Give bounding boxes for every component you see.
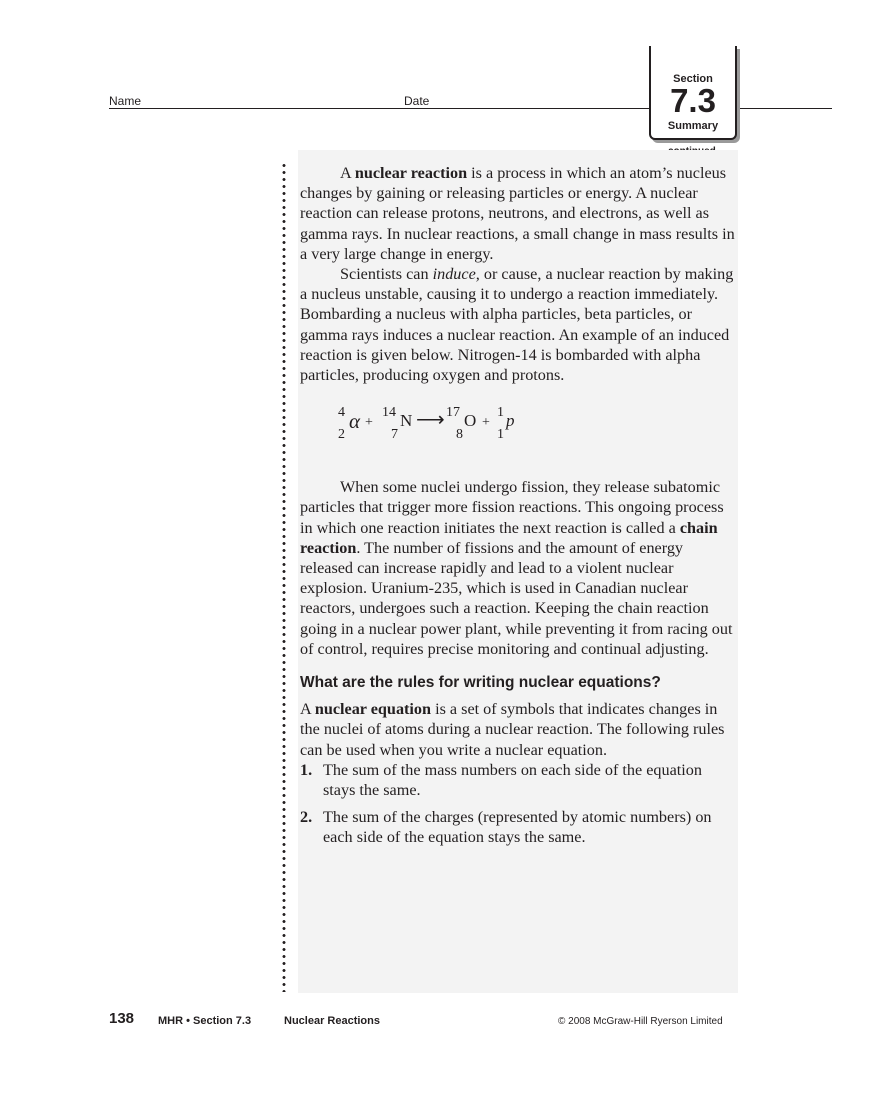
- rule-text: The sum of the charges (represented by atomic numbers) on each side of the equation stays the same.: [323, 808, 712, 847]
- footer-copyright: © 2008 McGraw-Hill Ryerson Limited: [558, 1016, 723, 1027]
- rule-text: The sum of the mass numbers on each side of the equation stays the same.: [323, 760, 702, 800]
- alpha-symbol: α: [349, 409, 361, 434]
- proton-mass-number: 1: [497, 405, 504, 421]
- oxygen-symbol: O: [464, 411, 477, 431]
- rule-number: 2.: [300, 808, 313, 827]
- reaction-arrow: ⟶: [416, 409, 445, 432]
- dotted-divider: [282, 162, 286, 992]
- term-chain-reaction: chain reaction: [300, 518, 718, 557]
- term-nuclear-equation: nuclear equation: [314, 700, 432, 719]
- nuclear-equation: [300, 403, 738, 463]
- summary-label: Summary: [667, 120, 719, 132]
- footer-section: MHR • Section 7.3: [158, 1015, 252, 1027]
- paragraph-chain-reaction: When some nuclei undergo fission, they release subatomic particles that trigger more fission reactions. This ongoing process in which one reaction initiates the next reaction is called a chain reaction. The number of fissions and the amount of energy released can increase rapidly and lead to a violent nuclear explosion. Uranium-235, which is used in Canadian nuclear reactors, undergoes such a reaction. Keeping the chain reaction going in a nuclear power plant, while preventing it from racing out of control, requires precise monitoring and continual adjusting.: [300, 478, 733, 658]
- paragraph-nuclear-reaction: A nuclear reaction is a process in which an atom’s nucleus changes by gaining or releasing particles or energy. A nuclear reaction can release protons, neutrons, and electrons, as well as gamma rays. In nuclear reactions, a small change in mass results in a very large change in energy.: [300, 164, 735, 263]
- paragraph-nuclear-equation: A nuclear equation is a set of symbols that indicates changes in the nuclei of atoms during a nuclear reaction. The following rules can be used when you write a nuclear equation.: [300, 700, 725, 759]
- footer-title: Nuclear Reactions: [284, 1015, 380, 1027]
- nitrogen-mass-number: 14: [382, 405, 396, 421]
- plus-sign-2: +: [482, 415, 490, 431]
- section-number: 7.3: [670, 82, 716, 119]
- rule-item-1: [300, 760, 738, 800]
- section-tab: [649, 46, 737, 140]
- proton-atomic-number: 1: [497, 427, 504, 443]
- rule-item-2: [300, 807, 738, 847]
- oxygen-atomic-number: 8: [456, 427, 463, 443]
- rule-number: 1.: [300, 760, 313, 779]
- section-heading: What are the rules for writing nuclear equations?: [300, 674, 661, 692]
- section-tab-label: Section: [673, 73, 713, 85]
- name-label: Name: [109, 94, 142, 108]
- page-number: 138: [109, 1010, 135, 1027]
- paragraph-induce: Scientists can induce, or cause, a nuclear reaction by making a nucleus unstable, causing it to undergo a reaction immediately. Bombarding a nucleus with alpha particles, beta particles, or gamma rays induces a nuclear reaction. An example of an induced reaction is given below. Nitrogen-14 is bombarded with alpha particles, producing oxygen and protons.: [300, 265, 734, 385]
- proton-symbol: p: [506, 411, 515, 431]
- alpha-atomic-number: 2: [338, 427, 345, 443]
- summary-body: [300, 163, 738, 848]
- alpha-mass-number: 4: [338, 405, 345, 421]
- nitrogen-symbol: N: [400, 411, 413, 431]
- term-induce: induce,: [432, 265, 480, 284]
- date-label: Date: [404, 94, 430, 108]
- nitrogen-atomic-number: 7: [391, 427, 398, 443]
- term-nuclear-reaction: nuclear reaction: [354, 164, 468, 182]
- plus-sign-1: +: [365, 415, 373, 431]
- oxygen-mass-number: 17: [446, 405, 460, 421]
